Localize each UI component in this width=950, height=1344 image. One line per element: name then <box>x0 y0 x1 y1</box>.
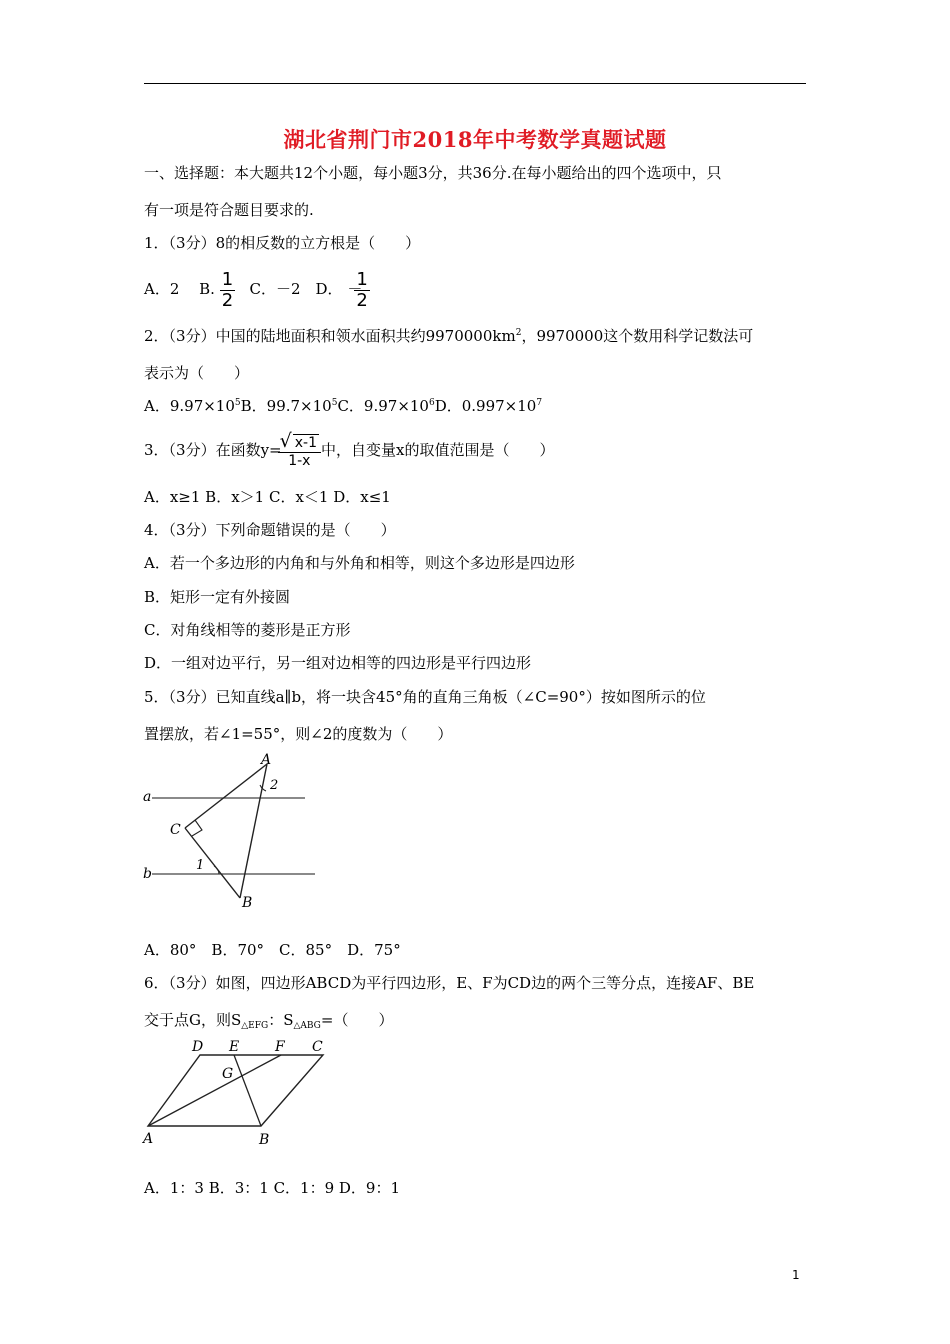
question-4-stem: 4．（3分）下列命题错误的是（ ） <box>144 521 396 539</box>
q6-stem-ratio: ：S <box>268 1011 294 1029</box>
question-4-option-b: B．矩形一定有外接圆 <box>144 588 291 606</box>
q2-option-b-exp: 5 <box>331 398 338 408</box>
segment-BE <box>234 1055 261 1126</box>
label-point-D: D <box>192 1039 204 1055</box>
question-5-options: A．80° B．70° C．85° D．75° <box>144 941 401 959</box>
q3-stem-text: 3．（3分）在函数y= <box>144 441 282 459</box>
label-point-F: F <box>275 1039 285 1055</box>
q1-fraction-d <box>354 270 369 311</box>
label-angle-1: 1 <box>196 858 205 873</box>
q1-option-cd: C．－2 D． <box>249 280 343 298</box>
q6-stem-text: 交于点G，则S <box>144 1011 242 1029</box>
q1-frac-b-num: 1 <box>221 268 234 290</box>
question-1-options <box>144 268 370 310</box>
q1-neg-sign: － <box>347 280 363 298</box>
q3-function-fraction <box>278 429 321 470</box>
q6-subscript-efg: △EFG <box>241 1021 269 1031</box>
right-angle-mark <box>192 820 202 836</box>
q6-subscript-abg: △ABG <box>293 1021 321 1031</box>
q2-option-d: D．0.997×10 <box>434 397 537 415</box>
triangle-side-CB <box>185 828 240 898</box>
q2-stem-text: 2．（3分）中国的陆地面积和领水面积共约9970000km <box>144 327 516 345</box>
question-5-stem-line1: 5．（3分）已知直线a∥b，将一块含45°角的直角三角板（∠C=90°）按如图所示的位 <box>144 688 706 706</box>
page-title: 湖北省荆门市2018年中考数学真题试题 <box>283 127 667 152</box>
q3-radical-sign: √ <box>279 429 292 452</box>
q1-fraction-b <box>220 270 235 311</box>
label-line-b: b <box>143 866 152 882</box>
q3-stem-text-b: 中，自变量x的取值范围是（ ） <box>321 441 555 459</box>
question-4-option-a: A．若一个多边形的内角和与外角和相等，则这个多边形是四边形 <box>144 554 575 572</box>
segment-AF <box>148 1055 281 1126</box>
q3-numerator <box>278 429 321 452</box>
triangle-side-AC <box>185 764 267 828</box>
q1-option-ab: A．2 B. <box>144 280 215 298</box>
question-4-option-c: C．对角线相等的菱形是正方形 <box>144 621 351 639</box>
label-point-A: A <box>143 1131 154 1147</box>
question-3-options: A．x≥1 B．x＞1 C．x＜1 D．x≤1 <box>144 488 391 506</box>
q2-option-b: B．99.7×10 <box>240 397 332 415</box>
q1-frac-d-den: 2 <box>356 289 368 311</box>
label-angle-2: 2 <box>270 778 279 793</box>
q5-figure-parallel-lines-triangle <box>130 748 330 918</box>
section-instructions-line2: 有一项是符合题目要求的. <box>144 201 314 219</box>
label-point-B: B <box>242 895 253 911</box>
parallelogram-ABCD <box>148 1055 323 1126</box>
page-number: 1 <box>792 1268 800 1282</box>
q2-option-a: A．9.97×10 <box>144 397 235 415</box>
question-6-stem-line2 <box>144 1010 393 1030</box>
q3-denominator: 1-x <box>278 452 321 470</box>
section-instructions-line1: 一、选择题：本大题共12个小题，每小题3分，共36分.在每小题给出的四个选项中，只 <box>144 164 722 182</box>
question-2-options <box>144 396 542 416</box>
question-2-stem-line1 <box>144 326 753 346</box>
q2-option-d-exp: 7 <box>536 398 543 408</box>
q2-option-a-exp: 5 <box>234 398 241 408</box>
q6-stem-end: =（ ） <box>320 1011 394 1029</box>
label-point-C: C <box>312 1039 323 1055</box>
label-point-G: G <box>222 1066 234 1082</box>
q1-frac-b-den: 2 <box>221 289 234 311</box>
question-6-stem-line1: 6．（3分）如图，四边形ABCD为平行四边形，E、F为CD边的两个三等分点，连接AF、BE <box>144 974 755 992</box>
label-point-E: E <box>229 1039 240 1055</box>
q6-figure-parallelogram <box>138 1036 338 1151</box>
question-6-options: A．1：3 B．3：1 C．1：9 D．9：1 <box>144 1179 401 1197</box>
q2-stem-text-b: ，9970000这个数用科学记数法可 <box>521 327 754 345</box>
question-5-stem-line2: 置摆放，若∠1=55°，则∠2的度数为（ ） <box>144 725 453 743</box>
q2-option-c: C．9.97×10 <box>337 397 429 415</box>
label-point-B: B <box>259 1132 270 1148</box>
label-line-a: a <box>143 789 152 805</box>
question-3-stem <box>144 428 554 472</box>
question-1-stem: 1．（3分）8的相反数的立方根是（ ） <box>144 234 421 252</box>
q1-frac-d-num: 1 <box>356 268 368 290</box>
question-2-stem-line2: 表示为（ ） <box>144 364 250 382</box>
q2-option-c-exp: 6 <box>428 398 435 408</box>
question-4-option-d: D．一组对边平行，另一组对边相等的四边形是平行四边形 <box>144 654 532 672</box>
label-point-A: A <box>261 752 272 768</box>
q2-km-exponent: 2 <box>515 328 522 338</box>
label-point-C: C <box>170 822 181 838</box>
q3-numerator-expr: x-1 <box>294 434 317 451</box>
header-rule <box>144 83 806 84</box>
triangle-side-AB <box>240 764 267 898</box>
